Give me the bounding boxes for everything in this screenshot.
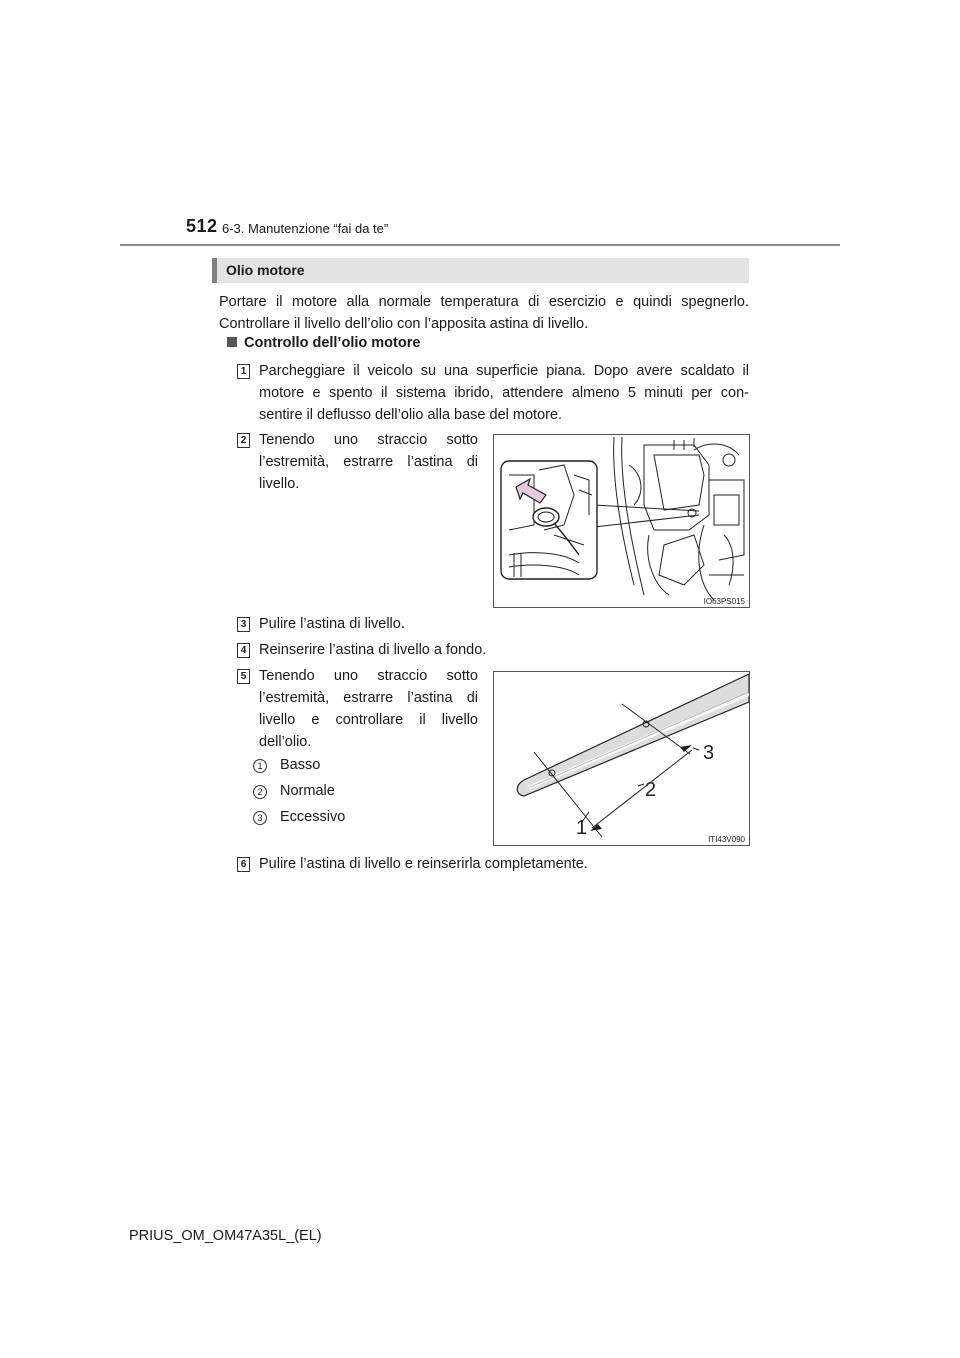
step-badge-2: 2 [237, 433, 250, 448]
step-badge-6: 6 [237, 857, 250, 872]
step-4-text: Reinserire l’astina di livello a fondo. [259, 642, 487, 658]
callout-1: 1 [576, 817, 588, 839]
legend-badge-1: 1 [253, 759, 267, 773]
header-rule [120, 244, 840, 246]
legend-badge-2: 2 [253, 785, 267, 799]
step-badge-1: 1 [237, 364, 250, 379]
section-title-bar [212, 258, 749, 283]
footer-doc-id: PRIUS_OM_OM47A35L_(EL) [129, 1228, 322, 1244]
step-5-text: Tenendo uno straccio sotto l’estremità, estrarre l’astina di livello e controllare il livello dell’olio. [259, 668, 478, 750]
running-head: 6-3. Manutenzione “fai da te” [222, 221, 389, 236]
step-1-line: Parcheggiare il veicolo su una superficie piana. Dopo avere scaldato il [259, 363, 749, 379]
callout-3: 3 [703, 742, 715, 764]
callout-2: 2 [645, 779, 657, 801]
step-3-text: Pulire l’astina di livello. [259, 616, 405, 632]
step-1-text [259, 360, 749, 426]
figure-code: IO63PS015 [703, 597, 745, 606]
step-6-text: Pulire l’astina di livello e reinserirla completamente. [259, 856, 588, 872]
legend-label-normal: Normale [280, 783, 335, 799]
square-bullet-icon [227, 337, 237, 347]
step-2-text: Tenendo uno straccio sotto l’estremità, estrarre l’astina di livello. [259, 432, 478, 492]
step-badge-4: 4 [237, 643, 250, 658]
page-number: 512 [186, 216, 218, 236]
figure-code: ITI43V090 [708, 835, 745, 844]
sub-heading [227, 335, 420, 351]
dipstick-illustration [494, 672, 749, 845]
legend-label-low: Basso [280, 757, 321, 773]
step-1-line: sentire il deflusso dell’olio alla base del motore. [259, 407, 563, 423]
legend-label-excessive: Eccessivo [280, 809, 346, 825]
section-title: Olio motore [226, 262, 305, 278]
engine-illustration [494, 435, 749, 607]
step-1-line: motore e spento il sistema ibrido, attendere almeno 5 minuti per con- [259, 385, 749, 401]
intro-paragraph: Portare il motore alla normale temperatura di esercizio e quindi spegnerlo. Controllare il livello dell’olio con l’apposita astina di livello. [219, 294, 749, 332]
step-badge-3: 3 [237, 617, 250, 632]
engine-compartment-figure [493, 434, 750, 608]
legend-badge-3: 3 [253, 811, 267, 825]
sub-heading-text: Controllo dell’olio motore [244, 335, 421, 351]
dipstick-figure [493, 671, 750, 846]
step-badge-5: 5 [237, 669, 250, 684]
